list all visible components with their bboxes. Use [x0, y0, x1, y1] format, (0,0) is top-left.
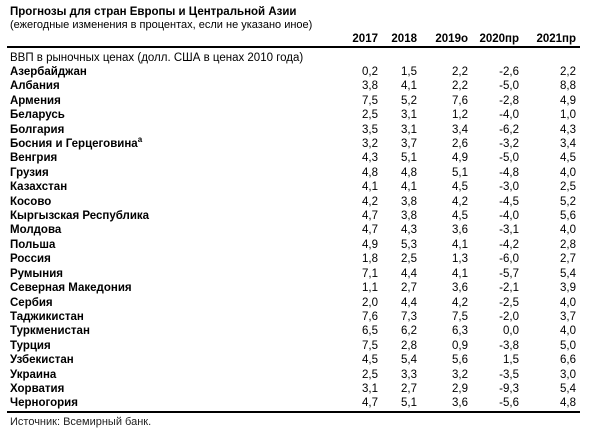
value-cell: 5,6: [452, 354, 468, 367]
value-cell: 4,1: [452, 238, 468, 251]
country-name: [7, 151, 332, 165]
country-name: [7, 296, 332, 310]
table-row: [7, 296, 576, 310]
column-header-2018: 2018: [391, 33, 417, 45]
value-cell: 5,4: [560, 267, 576, 280]
value-cell: -3,1: [499, 224, 519, 237]
value-cell: 2,5: [362, 109, 378, 122]
footnote-marker: а: [137, 135, 143, 145]
value-cell: 3,6: [452, 224, 468, 237]
value-cell: -5,0: [499, 80, 519, 93]
country-name-text: Туркменистан: [10, 325, 90, 338]
value-cell: -6,0: [499, 253, 519, 266]
country-name: [7, 209, 332, 223]
value-cell: -2,5: [499, 296, 519, 309]
country-name: [7, 310, 332, 324]
value-cell: 2,2: [452, 80, 468, 93]
table-rows: [7, 65, 580, 411]
country-name-text: Хорватия: [10, 382, 65, 395]
value-cell: -4,0: [499, 109, 519, 122]
value-cell: 4,1: [452, 267, 468, 280]
value-cell: 2,2: [452, 66, 468, 78]
table-row: [7, 151, 576, 165]
value-cell: 4,8: [560, 397, 576, 410]
country-name-text: Россия: [10, 253, 51, 266]
country-name-text: Северная Македония: [10, 282, 132, 295]
country-name: [7, 339, 332, 353]
value-cell: 3,5: [362, 123, 378, 136]
value-cell: 2,8: [401, 339, 417, 352]
value-cell: 4,9: [362, 238, 378, 251]
value-cell: 3,8: [401, 195, 417, 208]
country-name-text: Грузия: [10, 166, 49, 179]
forecast-table-page: [0, 5, 600, 426]
value-cell: 2,8: [560, 238, 576, 251]
value-cell: -3,0: [499, 181, 519, 194]
value-cell: 3,8: [362, 80, 378, 93]
country-name-text: Беларусь: [10, 109, 65, 122]
value-cell: 3,4: [452, 123, 468, 136]
value-cell: 4,0: [560, 224, 576, 237]
value-cell: 3,2: [452, 368, 468, 381]
value-cell: 4,1: [362, 181, 378, 194]
value-cell: 6,5: [362, 325, 378, 338]
value-cell: 7,5: [362, 339, 378, 352]
country-name-text: Турция: [10, 339, 51, 352]
country-name-text: Босния и Герцеговина: [10, 138, 138, 151]
value-cell: 4,2: [452, 296, 468, 309]
value-cell: 1,5: [401, 66, 417, 78]
value-cell: 4,0: [560, 325, 576, 338]
country-name-text: Молдова: [10, 224, 62, 237]
table-row: [7, 137, 576, 151]
table-row: [7, 238, 576, 252]
value-cell: 5,4: [401, 354, 417, 367]
value-cell: 2,7: [560, 253, 576, 266]
value-cell: 5,2: [401, 94, 417, 107]
value-cell: 4,8: [401, 166, 417, 179]
country-name-text: Казахстан: [10, 181, 68, 194]
value-cell: -2,6: [499, 66, 519, 78]
value-cell: 1,0: [560, 109, 576, 122]
value-cell: 4,9: [452, 152, 468, 165]
table-section-label: ВВП в рыночных ценах (долл. США в ценах 2010 года): [10, 52, 304, 64]
country-name: [7, 223, 332, 237]
table-row: [7, 396, 576, 410]
country-name: [7, 195, 332, 209]
country-name: [7, 368, 332, 382]
table-row: [7, 94, 576, 108]
value-cell: 4,2: [362, 195, 378, 208]
value-cell: 4,0: [560, 166, 576, 179]
value-cell: 4,2: [452, 195, 468, 208]
table-row: [7, 123, 576, 137]
value-cell: 2,0: [362, 296, 378, 309]
country-name-text: Кыргызская Республика: [10, 210, 150, 223]
value-cell: -3,8: [499, 339, 519, 352]
source-note: Источник: Всемирный банк.: [10, 415, 152, 428]
page-subtitle: (ежегодные изменения в процентах, если не указано иное): [10, 19, 313, 31]
value-cell: 1,1: [362, 282, 378, 295]
value-cell: 3,1: [401, 123, 417, 136]
value-cell: 3,8: [401, 210, 417, 223]
value-cell: 5,6: [560, 210, 576, 223]
table-row: [7, 310, 576, 324]
value-cell: 4,8: [362, 166, 378, 179]
value-cell: -3,2: [499, 138, 519, 151]
value-cell: 4,5: [560, 152, 576, 165]
column-header-2019e: 2019о: [435, 33, 468, 45]
table-row: [7, 368, 576, 382]
table-row: [7, 223, 576, 237]
value-cell: -2,8: [499, 94, 519, 107]
country-name-text: Армения: [10, 94, 61, 107]
country-name: [7, 324, 332, 338]
table-row: [7, 209, 576, 223]
column-header-2020f: 2020пр: [479, 33, 519, 45]
value-cell: 2,5: [362, 368, 378, 381]
column-header-2021f: 2021пр: [536, 33, 576, 45]
value-cell: -5,6: [499, 397, 519, 410]
value-cell: 2,7: [401, 282, 417, 295]
value-cell: 0,9: [452, 339, 468, 352]
value-cell: 3,6: [452, 397, 468, 410]
table-row: [7, 324, 576, 338]
value-cell: 3,7: [560, 310, 576, 323]
value-cell: -2,0: [499, 310, 519, 323]
value-cell: 4,4: [401, 296, 417, 309]
value-cell: -4,5: [499, 195, 519, 208]
value-cell: 1,5: [503, 354, 519, 367]
value-cell: 3,3: [401, 368, 417, 381]
value-cell: 7,5: [362, 94, 378, 107]
country-name-text: Черногория: [10, 397, 78, 410]
value-cell: 2,2: [560, 66, 576, 78]
table-row: [7, 252, 576, 266]
table-row: [7, 166, 576, 180]
table-row: [7, 339, 576, 353]
country-name-text: Украина: [10, 368, 57, 381]
table-row: [7, 382, 576, 396]
country-name-text: Румыния: [10, 267, 63, 280]
value-cell: -4,8: [499, 166, 519, 179]
value-cell: 4,5: [452, 181, 468, 194]
value-cell: -2,1: [499, 282, 519, 295]
value-cell: 4,9: [560, 94, 576, 107]
value-cell: 5,1: [401, 397, 417, 410]
value-cell: 0,0: [503, 325, 519, 338]
value-cell: 4,4: [401, 267, 417, 280]
column-header-2017: 2017: [352, 33, 378, 45]
value-cell: 5,1: [452, 166, 468, 179]
country-name: [7, 267, 332, 281]
value-cell: 3,4: [560, 138, 576, 151]
country-name: [7, 123, 332, 137]
value-cell: 7,1: [362, 267, 378, 280]
country-name-text: Азербайджан: [10, 66, 87, 78]
country-name: [7, 281, 332, 295]
country-name: [7, 137, 332, 151]
value-cell: 7,5: [452, 310, 468, 323]
value-cell: 6,2: [401, 325, 417, 338]
value-cell: 5,1: [401, 152, 417, 165]
country-name: [7, 353, 332, 367]
value-cell: 8,8: [560, 80, 576, 93]
value-cell: -6,2: [499, 123, 519, 136]
table-row: [7, 353, 576, 367]
country-name-text: Таджикистан: [10, 310, 84, 323]
value-cell: 0,2: [362, 66, 378, 78]
table-row: [7, 65, 576, 79]
value-cell: 3,2: [362, 138, 378, 151]
value-cell: 4,3: [362, 152, 378, 165]
table-row: [7, 108, 576, 122]
value-cell: 1,2: [452, 109, 468, 122]
country-name-text: Албания: [10, 80, 60, 93]
value-cell: 6,3: [452, 325, 468, 338]
country-name-text: Венгрия: [10, 152, 58, 165]
value-cell: 2,7: [401, 382, 417, 395]
value-cell: 3,7: [401, 138, 417, 151]
country-name: [7, 108, 332, 122]
country-name-text: Болгария: [10, 123, 65, 136]
country-name-text: Польша: [10, 238, 56, 251]
value-cell: 4,3: [560, 123, 576, 136]
value-cell: 4,5: [452, 210, 468, 223]
value-cell: 3,0: [560, 368, 576, 381]
page-title: Прогнозы для стран Европы и Центральной Азии: [10, 6, 297, 18]
table-row: [7, 267, 576, 281]
country-name: [7, 180, 332, 194]
country-name-text: Сербия: [10, 296, 53, 309]
country-name-text: Косово: [10, 195, 52, 208]
table-column-headers: [7, 33, 580, 48]
column-header-spacer: [7, 33, 332, 45]
value-cell: 2,9: [452, 382, 468, 395]
country-name: [7, 252, 332, 266]
value-cell: 4,3: [401, 224, 417, 237]
table-row: [7, 195, 576, 209]
value-cell: 7,6: [362, 310, 378, 323]
value-cell: 3,1: [401, 109, 417, 122]
value-cell: 4,5: [362, 354, 378, 367]
forecast-table: [7, 33, 580, 411]
country-name: [7, 382, 332, 396]
country-name-text: Узбекистан: [10, 354, 74, 367]
value-cell: 4,7: [362, 210, 378, 223]
value-cell: 3,9: [560, 282, 576, 295]
value-cell: 2,6: [452, 138, 468, 151]
country-name: [7, 94, 332, 108]
value-cell: 5,3: [401, 238, 417, 251]
value-cell: 4,7: [362, 224, 378, 237]
table-row: [7, 180, 576, 194]
country-name: [7, 238, 332, 252]
value-cell: 4,1: [401, 80, 417, 93]
value-cell: -9,3: [499, 382, 519, 395]
value-cell: 1,8: [362, 253, 378, 266]
table-row: [7, 79, 576, 93]
value-cell: 6,6: [560, 354, 576, 367]
table-bottom-rule: [7, 411, 580, 413]
value-cell: 3,6: [452, 282, 468, 295]
value-cell: 5,2: [560, 195, 576, 208]
value-cell: 2,5: [401, 253, 417, 266]
table-row: [7, 281, 576, 295]
value-cell: 5,0: [560, 339, 576, 352]
value-cell: 5,4: [560, 382, 576, 395]
value-cell: 2,5: [560, 181, 576, 194]
value-cell: 4,0: [560, 296, 576, 309]
value-cell: -5,0: [499, 152, 519, 165]
country-name: [7, 65, 332, 79]
value-cell: 4,1: [401, 181, 417, 194]
country-name: [7, 79, 332, 93]
value-cell: -3,5: [499, 368, 519, 381]
value-cell: 7,6: [452, 94, 468, 107]
value-cell: 7,3: [401, 310, 417, 323]
value-cell: 1,3: [452, 253, 468, 266]
country-name: [7, 166, 332, 180]
value-cell: 3,1: [362, 382, 378, 395]
value-cell: -4,0: [499, 210, 519, 223]
value-cell: 4,7: [362, 397, 378, 410]
country-name: [7, 396, 332, 410]
value-cell: -4,2: [499, 238, 519, 251]
value-cell: -5,7: [499, 267, 519, 280]
